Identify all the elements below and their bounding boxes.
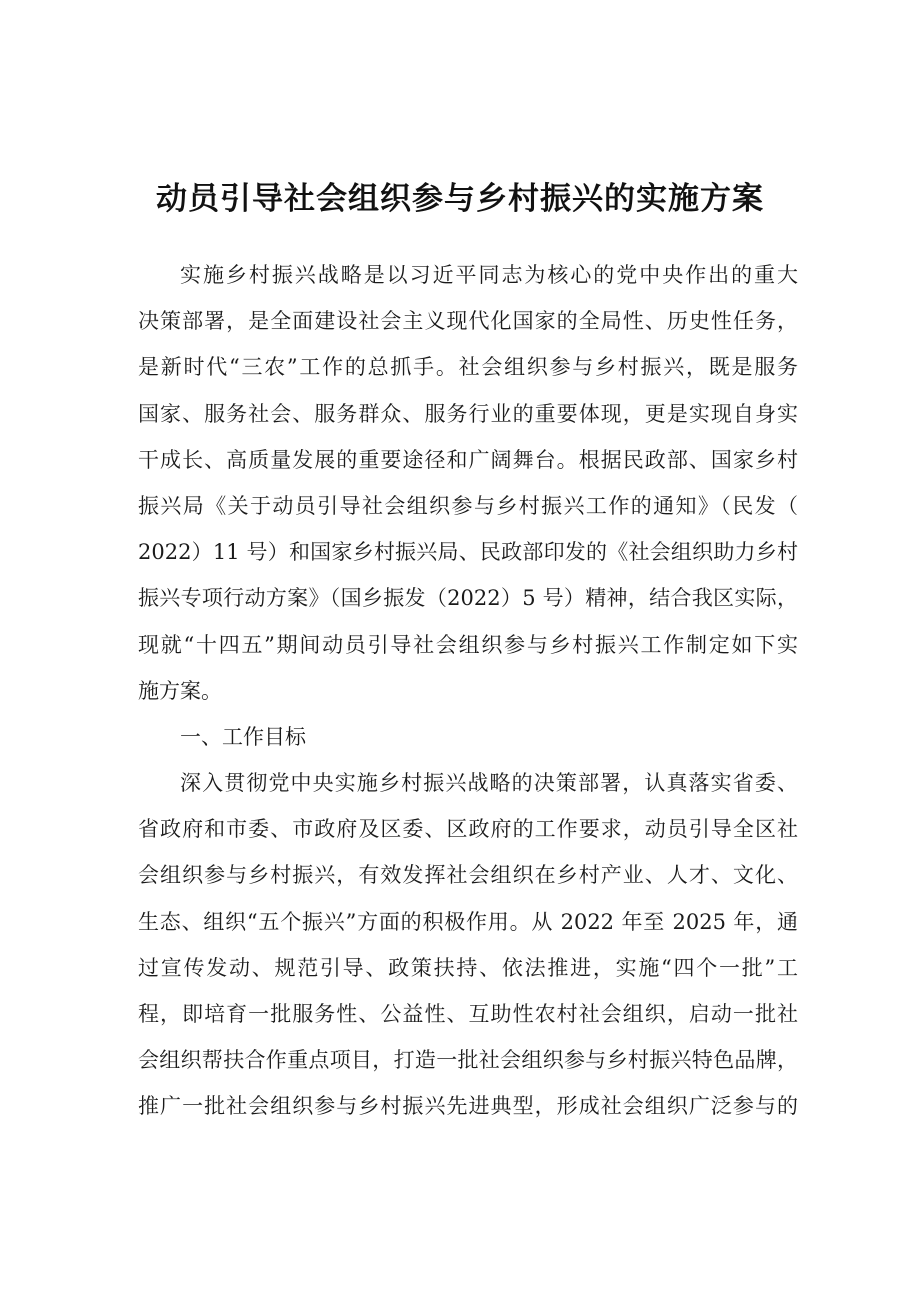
- paragraph-line: 干成长、高质量发展的重要途径和广阔舞台。根据民政部、国家乡村: [138, 447, 798, 472]
- paragraph-line: 会组织帮扶合作重点项目，打造一批社会组织参与乡村振兴特色品牌，: [138, 1048, 798, 1073]
- paragraph-line: 过宣传发动、规范引导、政策扶持、依法推进，实施“四个一批”工: [138, 955, 798, 980]
- paragraph-line: 实施乡村振兴战略是以习近平同志为核心的党中央作出的重大: [180, 263, 798, 287]
- paragraph-line: 程，即培育一批服务性、公益性、互助性农村社会组织，启动一批社: [138, 1002, 798, 1026]
- paragraph-line: 深入贯彻党中央实施乡村振兴战略的决策部署，认真落实省委、: [180, 771, 798, 796]
- paragraph-line: 国家、服务社会、服务群众、服务行业的重要体现，更是实现自身实: [138, 401, 798, 426]
- document-body: [138, 252, 798, 1130]
- document-title: 动员引导社会组织参与乡村振兴的实施方案: [156, 181, 764, 217]
- section-heading: 一、工作目标: [180, 724, 306, 749]
- paragraph-line: 推广一批社会组织参与乡村振兴先进典型，形成社会组织广泛参与的: [138, 1094, 798, 1119]
- paragraph-line: 2022）11 号）和国家乡村振兴局、民政部印发的《社会组织助力乡村: [138, 540, 798, 565]
- paragraph-line: 是新时代“三农”工作的总抓手。社会组织参与乡村振兴，既是服务: [138, 355, 798, 380]
- paragraph-line: 会组织参与乡村振兴，有效发挥社会组织在乡村产业、人才、文化、: [138, 863, 798, 888]
- paragraph-line: 现就“十四五”期间动员引导社会组织参与乡村振兴工作制定如下实: [138, 632, 798, 657]
- paragraph-line: 施方案。: [138, 678, 222, 703]
- paragraph-line: 省政府和市委、市政府及区委、区政府的工作要求，动员引导全区社: [138, 817, 798, 842]
- paragraph-line: 生态、组织“五个振兴”方面的积极作用。从 2022 年至 2025 年，通: [138, 909, 798, 934]
- paragraph-line: 振兴专项行动方案》（国乡振发（2022）5 号）精神，结合我区实际，: [138, 586, 798, 611]
- paragraph-line: 决策部署，是全面建设社会主义现代化国家的全局性、历史性任务，: [138, 309, 798, 334]
- paragraph-line: 振兴局《关于动员引导社会组织参与乡村振兴工作的通知》（民发（: [138, 493, 798, 518]
